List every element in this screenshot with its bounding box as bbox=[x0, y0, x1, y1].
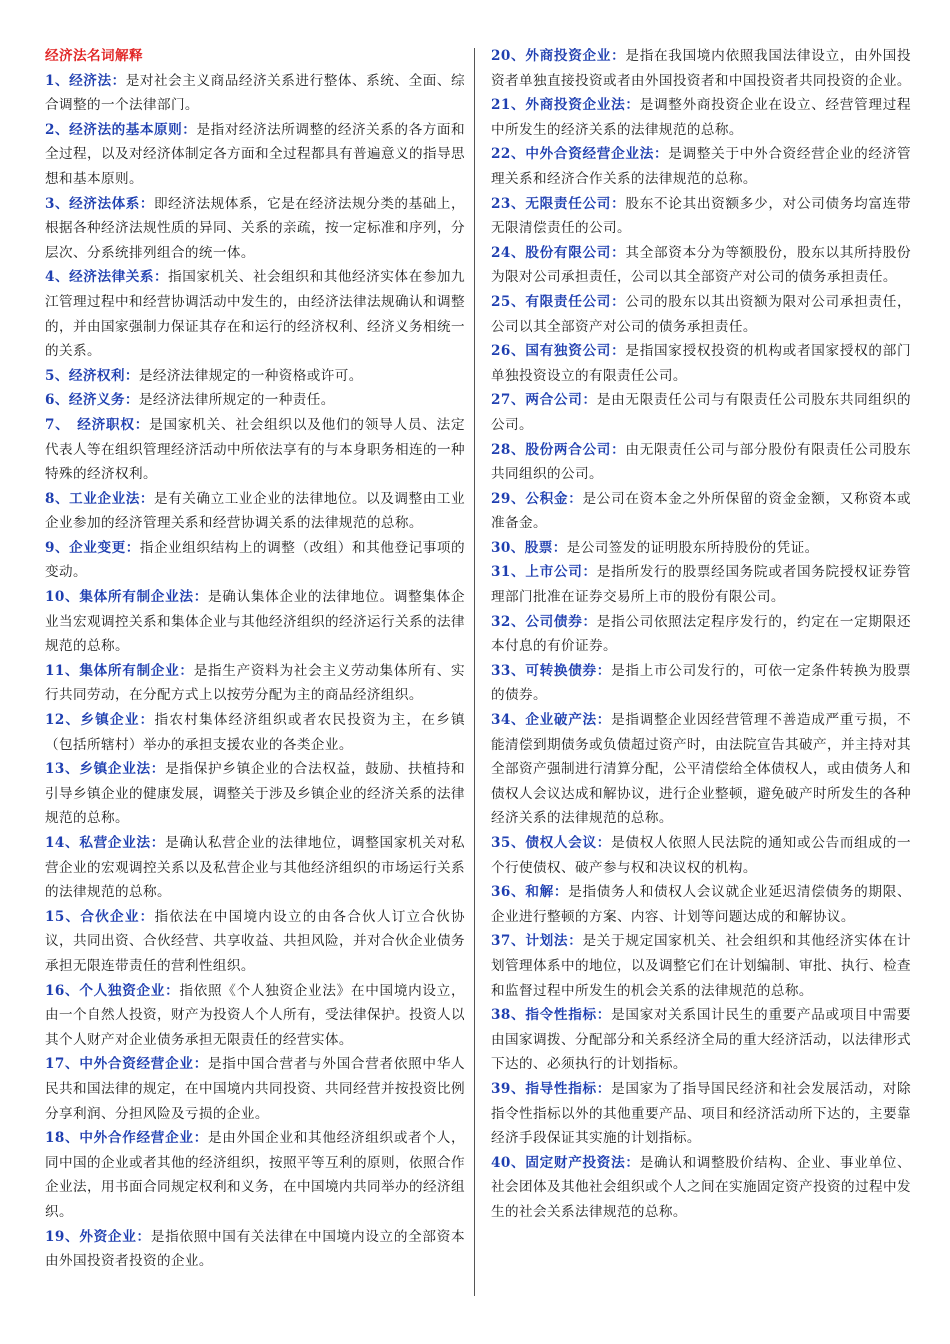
term-entry bbox=[491, 610, 911, 659]
term-word: 公司债券： bbox=[525, 613, 597, 630]
term-definition: 是经济法律所规定的一种责任。 bbox=[138, 392, 335, 409]
term-word: 私营企业法： bbox=[79, 835, 166, 851]
term-entry bbox=[491, 487, 911, 536]
right-column bbox=[491, 44, 911, 1225]
term-label bbox=[45, 417, 149, 433]
term-entry bbox=[491, 290, 911, 339]
term-number: 33、 bbox=[491, 662, 526, 679]
term-entry bbox=[45, 708, 465, 757]
term-entry bbox=[45, 192, 465, 266]
term-word: 中外合资经营企业： bbox=[79, 1056, 208, 1073]
term-definition: 是指国家授权投资的机构或者国家授权的部门单独投资设立的有限责任公司。 bbox=[491, 343, 912, 384]
term-number: 37、 bbox=[491, 933, 526, 950]
term-word: 上市公司： bbox=[525, 564, 597, 581]
term-entry bbox=[491, 708, 911, 831]
term-entry bbox=[491, 880, 911, 929]
term-entry bbox=[491, 142, 911, 191]
term-definition: 是国家为了指导国民经济和社会发展活动，对除指令性指标以外的其他重要产品、项目和经济活动所下达的，主要靠经济手段保证其实施的计划指标。 bbox=[491, 1080, 912, 1147]
term-label bbox=[45, 1056, 208, 1072]
term-number: 31、 bbox=[491, 564, 526, 581]
term-entry bbox=[45, 757, 465, 831]
term-number: 9、 bbox=[45, 539, 70, 556]
term-word: 企业变更： bbox=[69, 539, 140, 556]
term-definition: 是确认私营企业的法律地位，调整国家机关对私营企业的宏观调控关系以及私营企业与其他经济组织的市场运行关系的法律规范的总称。 bbox=[45, 835, 466, 901]
term-label bbox=[491, 491, 583, 507]
term-definition: 指国家机关、社会组织和其他经济实体在参加九江管理过程中和经营协调活动中发生的，由经济法律法规确认和调整的，并由国家强制力保证其存在和运行的经济权利、经济义务相统一的关系。 bbox=[45, 269, 465, 360]
term-number: 1、 bbox=[45, 72, 70, 89]
term-definition: 是指依照中国有关法律在中国境内设立的全部资本由外国投资者投资的企业。 bbox=[45, 1228, 466, 1270]
term-word: 个人独资企业： bbox=[79, 982, 180, 999]
term-word: 股份有限公司： bbox=[525, 244, 626, 261]
term-number: 5、 bbox=[45, 367, 69, 384]
term-word: 经济法： bbox=[69, 72, 126, 89]
term-entry bbox=[45, 388, 465, 413]
term-number: 16、 bbox=[45, 982, 80, 999]
term-number: 10、 bbox=[45, 589, 80, 606]
term-label bbox=[45, 269, 168, 285]
term-entry bbox=[45, 585, 465, 659]
term-word: 和解： bbox=[525, 884, 569, 901]
term-word: 经济义务： bbox=[68, 392, 139, 409]
term-definition: 是指债务人和债权人会议就企业延迟清偿债务的期限、企业进行整顿的方案、内容、计划等问题达成的和解协议。 bbox=[491, 884, 911, 925]
term-entry bbox=[491, 560, 911, 609]
term-word: 债权人会议： bbox=[525, 835, 612, 851]
column-divider bbox=[474, 48, 475, 1296]
term-entry bbox=[491, 1077, 911, 1151]
term-word: 外资企业： bbox=[79, 1228, 151, 1245]
term-number: 36、 bbox=[491, 884, 526, 901]
term-label bbox=[491, 294, 625, 310]
term-definition: 是指中国合营者与外国合营者依照中华人民共和国法律的规定，在中国境内共同投资、共同经营并按投资比例分享利润、分担风险及亏损的企业。 bbox=[45, 1056, 465, 1122]
term-word: 经济职权： bbox=[77, 416, 150, 433]
term-entry bbox=[45, 1126, 465, 1224]
term-definition: 是指保护乡镇企业的合法权益，鼓励、扶植持和引导乡镇企业的健康发展，调整关于涉及乡镇企业的经济关系的法律规范的总称。 bbox=[45, 761, 466, 827]
term-number: 17、 bbox=[45, 1056, 80, 1073]
term-label bbox=[45, 835, 165, 851]
term-definition: 由无限责任公司与部分股份有限责任公司股东共同组织的公司。 bbox=[491, 441, 912, 483]
term-word: 乡镇企业法： bbox=[79, 761, 166, 778]
term-definition: 是指调整企业因经营管理不善造成严重亏损，不能清偿到期债务或负债超过资产时，由法院宣告其破产，并主持对其全部资产强制进行清算分配，公平清偿给全体债权人，或由债务人和债权人会议达成和解协议，进行企业整顿，避免破产时所发生的各种经济关系的法律规范的总称。 bbox=[491, 712, 912, 827]
term-entry bbox=[45, 413, 465, 487]
term-entry bbox=[491, 929, 911, 1003]
term-entry bbox=[45, 1225, 465, 1274]
term-label bbox=[45, 909, 155, 925]
term-entry bbox=[491, 438, 911, 487]
term-label bbox=[491, 884, 568, 900]
term-label bbox=[491, 245, 625, 261]
term-word: 两合公司： bbox=[525, 392, 597, 409]
term-word: 国有独资公司： bbox=[525, 343, 626, 360]
term-number: 23、 bbox=[491, 195, 526, 212]
term-entry bbox=[491, 659, 911, 708]
term-entry bbox=[45, 487, 465, 536]
term-entry bbox=[491, 44, 911, 93]
term-word: 指导性指标： bbox=[525, 1080, 612, 1097]
term-label bbox=[491, 97, 640, 113]
term-number: 28、 bbox=[491, 441, 526, 458]
term-label bbox=[491, 663, 611, 679]
term-word: 合伙企业： bbox=[80, 908, 155, 925]
term-entry bbox=[45, 1052, 465, 1126]
term-label bbox=[491, 712, 611, 728]
term-number: 3、 bbox=[45, 195, 70, 212]
term-definition: 是国家机关、社会组织以及他们的领导人员、法定代表人等在组织管理经济活动中所依法享有的与本身职务相连的一种特殊的经济权利。 bbox=[45, 416, 465, 483]
term-word: 集体所有制企业： bbox=[79, 662, 194, 679]
term-definition: 是对社会主义商品经济关系进行整体、系统、全面、综合调整的一个法律部门。 bbox=[45, 72, 465, 114]
document-title: 经济法名词解释 bbox=[45, 48, 143, 64]
term-word: 工业企业法： bbox=[69, 490, 155, 507]
term-entry bbox=[45, 69, 465, 118]
term-entry bbox=[45, 831, 465, 905]
term-definition: 是指生产资料为社会主义劳动集体所有、实行共同劳动，在分配方式上以按劳分配为主的商品经济组织。 bbox=[45, 662, 466, 704]
term-word: 股份两合公司： bbox=[525, 441, 626, 458]
term-definition: 是公司在资本金之外所保留的资金金额，又称资本或准备金。 bbox=[491, 490, 911, 532]
term-label bbox=[491, 442, 625, 458]
term-entry bbox=[45, 979, 465, 1053]
term-definition: 指依法在中国境内设立的由各合伙人订立合伙协议，共同出资、合伙经营、共享收益、共担风险，并对合伙企业债务承担无限连带责任的营利性组织。 bbox=[45, 908, 465, 974]
term-entry bbox=[45, 659, 465, 708]
term-word: 中外合作经营企业： bbox=[79, 1130, 208, 1147]
term-word: 公积金： bbox=[525, 490, 583, 507]
term-label bbox=[491, 835, 611, 851]
term-number: 4、 bbox=[45, 269, 70, 286]
term-label bbox=[491, 48, 625, 64]
term-number: 2、 bbox=[45, 121, 70, 138]
term-definition: 是调整关于中外合资经营企业的经济管理关系和经济合作关系的法律规范的总称。 bbox=[491, 146, 911, 187]
term-word: 集体所有制企业法： bbox=[79, 589, 208, 606]
term-entry bbox=[491, 192, 911, 241]
term-word: 经济法律关系： bbox=[69, 269, 169, 286]
term-label bbox=[45, 122, 196, 138]
term-entry bbox=[45, 118, 465, 192]
term-label bbox=[491, 1155, 640, 1171]
term-number: 26、 bbox=[491, 343, 526, 360]
term-label bbox=[45, 1130, 208, 1146]
term-definition: 是由外国企业和其他经济组织或者个人，同中国的企业或者其他的经济组织，按照平等互利的原则，依照合作企业法，用书面合同规定权利和义务，在中国境内共同举办的经济组织。 bbox=[45, 1130, 465, 1220]
term-number: 29、 bbox=[491, 490, 526, 507]
term-label bbox=[491, 1081, 611, 1097]
term-number: 18、 bbox=[45, 1130, 80, 1147]
term-label bbox=[45, 491, 154, 507]
term-number: 25、 bbox=[491, 293, 526, 310]
term-number: 39、 bbox=[491, 1080, 526, 1097]
left-column bbox=[45, 44, 465, 1274]
term-definition: 是公司签发的证明股东所持股份的凭证。 bbox=[566, 539, 819, 556]
term-word: 经济法的基本原则： bbox=[69, 121, 197, 138]
term-entry bbox=[45, 265, 465, 363]
term-number: 32、 bbox=[491, 613, 526, 630]
term-definition: 是调整外商投资企业在设立、经营管理过程中所发生的经济关系的法律规范的总称。 bbox=[491, 97, 912, 138]
term-definition: 其全部资本分为等额股份，股东以其所持股份为限对公司承担责任，公司以其全部资产对公司的债务承担责任。 bbox=[491, 244, 912, 286]
term-entry bbox=[45, 905, 465, 979]
term-word: 股票： bbox=[524, 539, 567, 556]
term-definition: 是确认和调整股价结构、企业、事业单位、社会团体及其他社会组织或个人之间在实施固定资产投资的过程中发生的社会关系法律规范的总称。 bbox=[491, 1154, 912, 1220]
term-definition: 是指公司依照法定程序发行的，约定在一定期限还本付息的有价证券。 bbox=[491, 613, 912, 655]
term-number: 12、 bbox=[45, 712, 81, 729]
term-definition: 是有关确立工业企业的法律地位。以及调整由工业企业参加的经济管理关系和经营协调关系的法律规范的总称。 bbox=[45, 490, 465, 532]
term-entry bbox=[45, 364, 465, 389]
term-word: 经济权利： bbox=[68, 367, 139, 384]
term-definition: 指企业组织结构上的调整（改组）和其他登记事项的变动。 bbox=[45, 539, 466, 581]
term-label bbox=[45, 73, 126, 89]
term-word: 无限责任公司： bbox=[525, 195, 626, 212]
term-number: 21、 bbox=[491, 97, 526, 114]
term-entry bbox=[491, 93, 911, 142]
term-entry bbox=[491, 1003, 911, 1077]
term-label bbox=[45, 589, 208, 605]
term-entry bbox=[491, 536, 911, 561]
term-definition: 是指在我国境内依照我国法律设立，由外国投资者单独直接投资或者由外国投资者和中国投资者共同投资的企业。 bbox=[491, 48, 912, 89]
term-definition: 是关于规定国家机关、社会组织和其他经济实体在计划管理体系中的地位，以及调整它们在计划编制、审批、执行、检查和监督过程中所发生的机会关系的法律规范的总称。 bbox=[491, 933, 911, 999]
term-word: 计划法： bbox=[525, 933, 583, 950]
term-definition: 公司的股东以其出资额为限对公司承担责任，公司以其全部资产对公司的债务承担责任。 bbox=[491, 293, 912, 335]
term-word: 企业破产法： bbox=[525, 712, 612, 729]
term-definition: 是指对经济法所调整的经济关系的各方面和全过程，以及对经济体制定各方面和全过程都具有普遍意义的指导思想和基本原则。 bbox=[45, 121, 465, 187]
term-word: 乡镇企业： bbox=[80, 712, 155, 729]
term-word: 外商投资企业法： bbox=[525, 97, 640, 114]
term-definition: 指农村集体经济组织或者农民投资为主，在乡镇（包括所辖村）举办的承担支援农业的各类企业。 bbox=[45, 712, 465, 753]
term-number: 13、 bbox=[45, 761, 80, 778]
term-label bbox=[491, 564, 597, 580]
term-label bbox=[45, 392, 139, 408]
term-word: 经济法体系： bbox=[69, 195, 155, 212]
term-word: 外商投资企业： bbox=[525, 48, 626, 64]
term-word: 中外合资经营企业法： bbox=[525, 146, 669, 163]
term-definition: 是确认集体企业的法律地位。调整集体企业当宏观调控关系和集体企业与其他经济组织的经济运行关系的法律规范的总称。 bbox=[45, 589, 465, 655]
term-label bbox=[45, 368, 139, 384]
term-number: 6、 bbox=[45, 392, 69, 409]
term-number: 35、 bbox=[491, 835, 526, 851]
term-number: 8、 bbox=[45, 490, 70, 507]
term-word: 固定财产投资法： bbox=[525, 1154, 640, 1171]
term-word: 指令性指标： bbox=[525, 1007, 612, 1024]
term-label bbox=[45, 196, 154, 212]
term-label bbox=[491, 933, 583, 949]
term-entry bbox=[491, 339, 911, 388]
term-definition: 是由无限责任公司与有限责任公司股东共同组织的公司。 bbox=[491, 392, 912, 433]
term-number: 27、 bbox=[491, 392, 526, 409]
term-label bbox=[45, 983, 179, 999]
term-entry bbox=[491, 1151, 911, 1225]
term-label bbox=[45, 663, 194, 679]
term-number: 20、 bbox=[491, 48, 526, 64]
term-number: 7、 bbox=[45, 416, 78, 433]
term-word: 可转换债券： bbox=[525, 662, 612, 679]
term-number: 11、 bbox=[45, 662, 80, 679]
term-number: 34、 bbox=[491, 712, 526, 729]
term-definition: 即经济法规体系，它是在经济法规分类的基础上，根据各种经济法规性质的异同、关系的亲疏，按一定标准和序列，分层次、分系统排列组合的统一体。 bbox=[45, 195, 465, 261]
term-label bbox=[45, 1229, 151, 1245]
term-label bbox=[45, 761, 165, 777]
term-number: 15、 bbox=[45, 908, 81, 925]
term-entry bbox=[491, 388, 911, 437]
term-definition: 是指所发行的股票经国务院或者国务院授权证券管理部门批准在证券交易所上市的股份有限公司。 bbox=[491, 564, 912, 606]
term-definition: 股东不论其出资额多少，对公司债务均富连带无限清偿责任的公司。 bbox=[491, 195, 912, 237]
term-number: 24、 bbox=[491, 244, 526, 261]
term-word: 有限责任公司： bbox=[525, 293, 626, 310]
term-label bbox=[491, 343, 625, 359]
term-label bbox=[491, 614, 597, 630]
term-definition: 是债权人依照人民法院的通知或公告而组成的一个行使债权、破产参与权和决议权的机构。 bbox=[491, 835, 912, 876]
term-label bbox=[491, 540, 567, 556]
term-number: 40、 bbox=[491, 1154, 526, 1171]
term-number: 22、 bbox=[491, 146, 526, 163]
term-definition: 指依照《个人独资企业法》在中国境内设立，由一个自然人投资，财产为投资人个人所有，受法律保护。投资人以其个人财产对企业债务承担无限责任的经营实体。 bbox=[45, 982, 466, 1048]
term-number: 38、 bbox=[491, 1007, 526, 1024]
term-number: 30、 bbox=[491, 539, 525, 556]
term-entry bbox=[491, 241, 911, 290]
term-definition: 是国家对关系国计民生的重要产品或项目中需要由国家调拨、分配部分和关系经济全局的重大经济活动，以法律形式下达的、必须执行的计划指标。 bbox=[491, 1007, 912, 1073]
term-label bbox=[491, 392, 597, 408]
term-definition: 是指上市公司发行的，可依一定条件转换为股票的债券。 bbox=[491, 662, 912, 704]
term-entry bbox=[45, 536, 465, 585]
term-definition: 是经济法律规定的一种资格或许可。 bbox=[138, 367, 363, 384]
term-label bbox=[45, 712, 155, 728]
term-number: 14、 bbox=[45, 835, 80, 851]
term-label bbox=[491, 196, 625, 212]
term-number: 19、 bbox=[45, 1228, 80, 1245]
term-entry bbox=[491, 831, 911, 880]
term-label bbox=[45, 540, 140, 556]
term-label bbox=[491, 1007, 611, 1023]
term-label bbox=[491, 146, 668, 162]
